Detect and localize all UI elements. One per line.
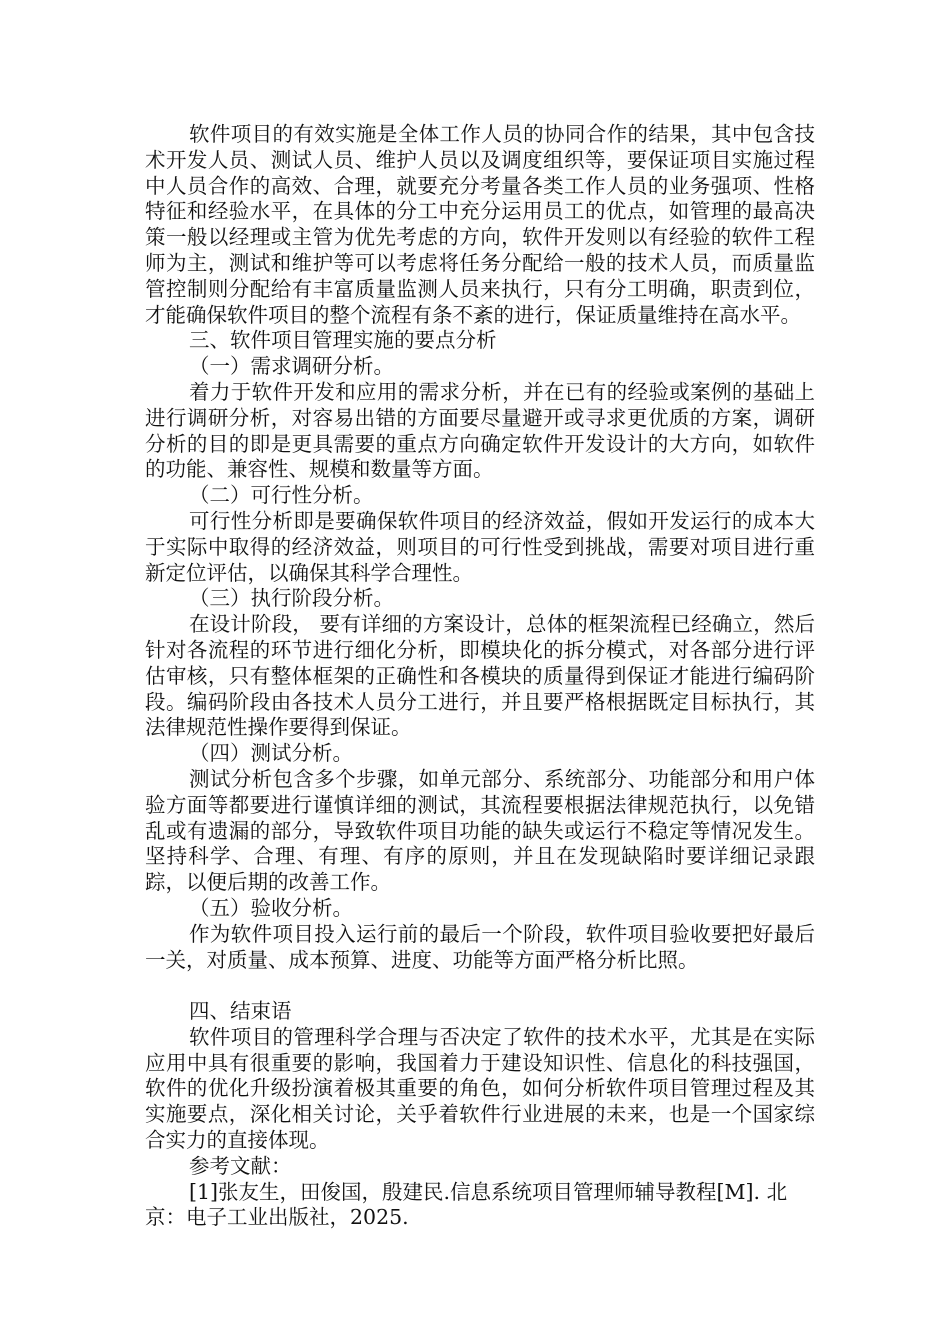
document-body <box>145 122 815 1231</box>
section-heading: 三、软件项目管理实施的要点分析 <box>189 328 497 353</box>
intro-paragraph: 软件项目的有效实施是全体工作人员的协同合作的结果，其中包含技术开发人员、测试人员、维护人员以及调度组织等，要保证项目实施过程中人员合作的高效、合理，就要充分考量各类工作人员的业务强项、性格特征和经验水平，在具体的分工中充分运用员工的优点，如管理的最高决策一般以经理或主管为优先考虑的方向，软件开发则以有经验的软件工程师为主，测试和维护等可以考虑将任务分配给一般的技术人员，而质量监管控制则分配给有丰富质量监测人员来执行，只有分工明确，职责到位，才能确保软件项目的整个流程有条不紊的进行，保证质量维持在高水平。 <box>145 122 815 327</box>
subsection-body: 可行性分析即是要确保软件项目的经济效益，假如开发运行的成本大于实际中取得的经济效益，则项目的可行性受到挑战，需要对项目进行重新定位评估，以确保其科学合理性。 <box>145 508 815 585</box>
references-label: 参考文献： <box>189 1153 292 1178</box>
subsection-title: （三）执行阶段分析。 <box>189 586 394 611</box>
subsection-title: （一）需求调研分析。 <box>189 354 394 379</box>
blank-line <box>145 973 815 999</box>
conclusion-paragraph: 软件项目的管理科学合理与否决定了软件的技术水平，尤其是在实际应用中具有很重要的影响，我国着力于建设知识性、信息化的科技强国，软件的优化升级扮演着极其重要的角色，如何分析软件项目管理过程及其实施要点，深化相关讨论，关乎着软件行业进展的未来，也是一个国家综合实力的直接体现。 <box>145 1024 815 1153</box>
subsection-body: 测试分析包含多个步骤，如单元部分、系统部分、功能部分和用户体验方面等都要进行谨慎详细的测试，其流程要根据法律规范执行，以免错乱或有遗漏的部分，导致软件项目功能的缺失或运行不稳定等情况发生。坚持科学、合理、有理、有序的原则，并且在发现缺陷时要详细记录跟踪，以便后期的改善工作。 <box>145 766 815 895</box>
subsection-body: 着力于软件开发和应用的需求分析，并在已有的经验或案例的基础上进行调研分析，对容易出错的方面要尽量避开或寻求更优质的方案，调研分析的目的即是更具需要的重点方向确定软件开发设计的大方向，如软件的功能、兼容性、规模和数量等方面。 <box>145 379 815 482</box>
subsection-title: （四）测试分析。 <box>189 741 353 766</box>
reference-entry: [1]张友生，田俊国，殷建民.信息系统项目管理师辅导教程[M]. 北京：电子工业出版社，2025. <box>145 1179 788 1230</box>
section-heading: 四、结束语 <box>189 999 292 1024</box>
subsection-title: （五）验收分析。 <box>189 895 353 920</box>
subsection-body: 作为软件项目投入运行前的最后一个阶段，软件项目验收要把好最后一关，对质量、成本预算、进度、功能等方面严格分析比照。 <box>145 921 815 972</box>
subsection-body: 在设计阶段， 要有详细的方案设计，总体的框架流程已经确立，然后针对各流程的环节进行细化分析，即模块化的拆分模式，对各部分进行评估审核，只有整体框架的正确性和各模块的质量得到保证才能进行编码阶段。编码阶段由各技术人员分工进行，并且要严格根据既定目标执行，其法律规范性操作要得到保证。 <box>145 612 815 740</box>
subsection-title: （二）可行性分析。 <box>189 483 374 508</box>
